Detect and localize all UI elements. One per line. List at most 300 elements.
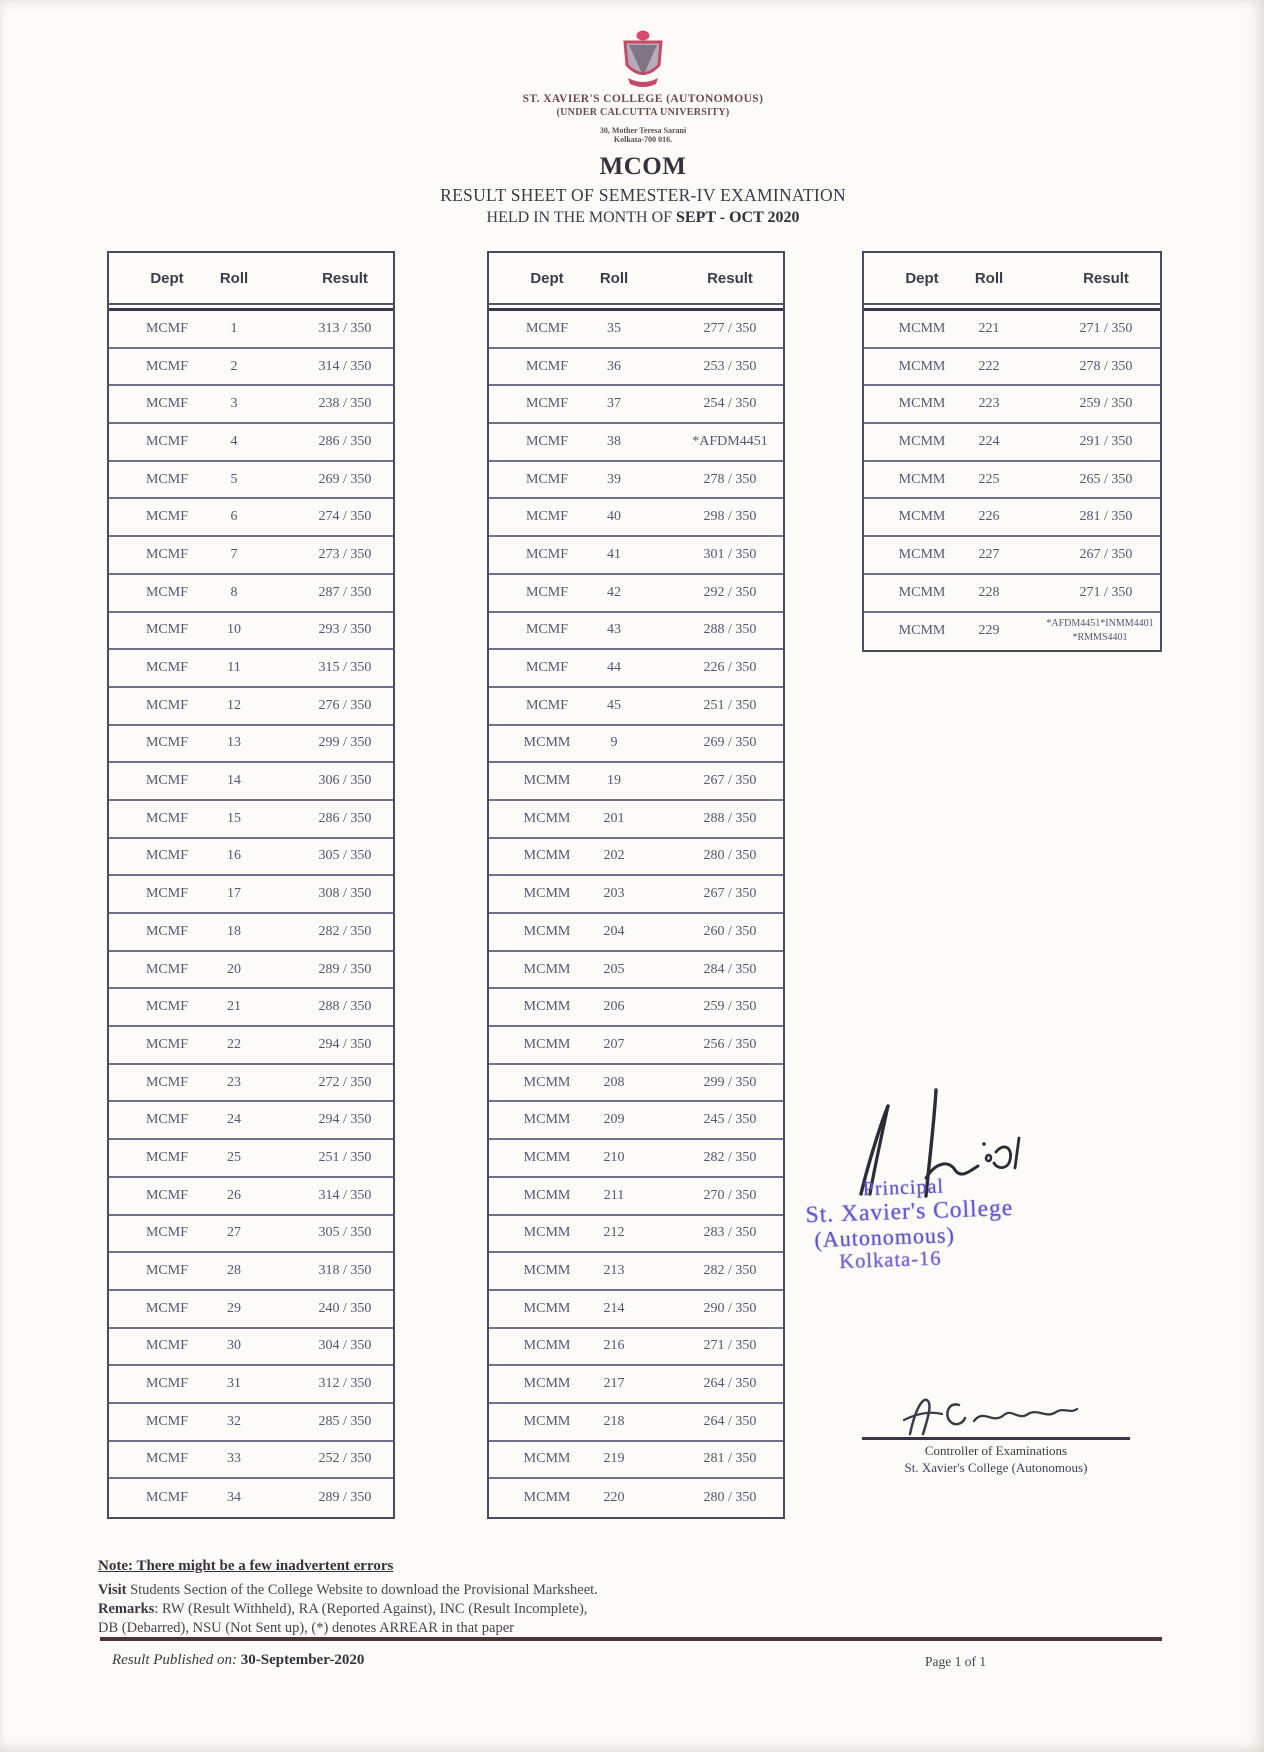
dept-cell: MCMF [525, 320, 569, 336]
remarks-text: : RW (Result Withheld), RA (Reported Against), INC (Result Incomplete), [154, 1601, 588, 1617]
result-cell: 259 / 350 [703, 999, 757, 1015]
dept-cell: MCMF [525, 622, 569, 638]
table-row [864, 424, 1160, 462]
table-row [864, 537, 1160, 575]
dept-cell: MCMF [525, 584, 569, 600]
roll-cell: 222 [978, 358, 1000, 374]
table-row [864, 575, 1160, 613]
result-cell: 299 / 350 [318, 735, 372, 751]
table-row [489, 575, 783, 613]
roll-cell: 14 [227, 773, 241, 789]
stamp-principal: Principal [862, 1175, 945, 1201]
result-cell: 314 / 350 [318, 1187, 372, 1203]
result-cell: 270 / 350 [703, 1187, 757, 1203]
roll-cell: 4 [230, 433, 238, 449]
published-line [112, 1652, 364, 1669]
table-row [864, 386, 1160, 424]
table-row [109, 763, 393, 801]
result-cell: 252 / 350 [318, 1451, 372, 1467]
table-row [109, 1102, 393, 1140]
result-cell: 305 / 350 [318, 848, 372, 864]
result-cell: 272 / 350 [318, 1074, 372, 1090]
table-row [109, 839, 393, 877]
held-line [0, 209, 1264, 227]
table-row [109, 876, 393, 914]
dept-cell: MCMM [523, 1338, 571, 1354]
dept-cell: MCMF [145, 923, 189, 939]
col-header-result: Result [1083, 269, 1129, 287]
result-cell: 281 / 350 [703, 1451, 757, 1467]
dept-cell: MCMM [523, 1263, 571, 1279]
col-header-dept: Dept [530, 269, 564, 287]
table-row [109, 1404, 393, 1442]
dept-cell: MCMF [145, 1112, 189, 1128]
table-row [109, 914, 393, 952]
table-row [489, 1178, 783, 1216]
roll-cell: 39 [607, 471, 621, 487]
roll-cell: 208 [603, 1074, 625, 1090]
table-row [489, 1102, 783, 1140]
table-row [109, 613, 393, 651]
dept-cell: MCMF [145, 509, 189, 525]
result-cell: 283 / 350 [703, 1225, 757, 1241]
address-line-2: Kolkata-700 016. [613, 135, 673, 144]
roll-cell: 225 [978, 471, 1000, 487]
roll-cell: 218 [603, 1413, 625, 1429]
table-row [109, 1027, 393, 1065]
published-label: Result Published on: [112, 1652, 237, 1668]
roll-cell: 12 [227, 697, 241, 713]
remarks-line-1 [98, 1601, 587, 1618]
table-row [489, 499, 783, 537]
dept-cell: MCMM [898, 509, 946, 525]
table-row [489, 1404, 783, 1442]
dept-cell: MCMM [523, 999, 571, 1015]
dept-cell: MCMM [523, 735, 571, 751]
roll-cell: 18 [227, 923, 241, 939]
dept-cell: MCMM [523, 1300, 571, 1316]
roll-cell: 209 [603, 1112, 625, 1128]
dept-cell: MCMF [145, 1413, 189, 1429]
result-cell: 304 / 350 [318, 1338, 372, 1354]
dept-cell: MCMF [145, 961, 189, 977]
roll-cell: 25 [227, 1149, 241, 1165]
roll-cell: 44 [607, 660, 621, 676]
table-row [489, 1253, 783, 1291]
result-cell: 253 / 350 [703, 358, 757, 374]
result-table-2 [487, 251, 785, 1519]
table-row [109, 424, 393, 462]
result-cell: 289 / 350 [318, 1490, 372, 1506]
crest-icon [620, 30, 666, 88]
dept-cell: MCMF [145, 735, 189, 751]
roll-cell: 207 [603, 1036, 625, 1052]
roll-cell: 7 [230, 546, 238, 562]
college-name: ST. XAVIER'S COLLEGE (AUTONOMOUS) [522, 93, 764, 105]
roll-cell: 24 [227, 1112, 241, 1128]
footer-rule [100, 1637, 1162, 1641]
controller-signature [896, 1390, 1086, 1443]
result-cell: 288 / 350 [318, 999, 372, 1015]
roll-cell: 28 [227, 1263, 241, 1279]
result-cell: 278 / 350 [703, 471, 757, 487]
dept-cell: MCMF [145, 697, 189, 713]
result-cell: 306 / 350 [318, 773, 372, 789]
roll-cell: 23 [227, 1074, 241, 1090]
result-cell: 293 / 350 [318, 622, 372, 638]
dept-cell: MCMF [145, 886, 189, 902]
table-header-row [489, 253, 783, 305]
dept-cell: MCMF [525, 396, 569, 412]
dept-cell: MCMM [523, 1490, 571, 1506]
dept-cell: MCMF [145, 999, 189, 1015]
roll-cell: 203 [603, 886, 625, 902]
held-period: SEPT - OCT 2020 [676, 209, 800, 226]
result-cell: 259 / 350 [1079, 396, 1133, 412]
dept-cell: MCMM [523, 1149, 571, 1165]
roll-cell: 228 [978, 584, 1000, 600]
table-row [489, 726, 783, 764]
roll-cell: 216 [603, 1338, 625, 1354]
result-cell: 284 / 350 [703, 961, 757, 977]
table-row [864, 311, 1160, 349]
remarks-label: Remarks [98, 1601, 155, 1617]
dept-cell: MCMF [145, 320, 189, 336]
dept-cell: MCMF [145, 1451, 189, 1467]
held-prefix: HELD IN THE MONTH OF [486, 209, 673, 226]
table-row [109, 1329, 393, 1367]
dept-cell: MCMF [145, 471, 189, 487]
dept-cell: MCMM [898, 546, 946, 562]
dept-cell: MCMF [525, 433, 569, 449]
table-header-row [109, 253, 393, 305]
dept-cell: MCMF [525, 660, 569, 676]
dept-cell: MCMM [523, 1074, 571, 1090]
result-cell: 318 / 350 [318, 1263, 372, 1279]
roll-cell: 217 [603, 1376, 625, 1392]
roll-cell: 214 [603, 1300, 625, 1316]
roll-cell: 43 [607, 622, 621, 638]
table-row [489, 424, 783, 462]
roll-cell: 36 [607, 358, 621, 374]
dept-cell: MCMF [145, 1149, 189, 1165]
table-row [109, 311, 393, 349]
roll-cell: 31 [227, 1376, 241, 1392]
table-row [864, 349, 1160, 387]
sheet-title: RESULT SHEET OF SEMESTER-IV EXAMINATION [440, 185, 846, 205]
table-row [109, 1065, 393, 1103]
roll-cell: 2 [230, 358, 238, 374]
dept-cell: MCMM [898, 396, 946, 412]
table-row [109, 801, 393, 839]
table-row [109, 499, 393, 537]
result-cell: 271 / 350 [1079, 320, 1133, 336]
result-cell: 269 / 350 [318, 471, 372, 487]
dept-cell: MCMM [523, 773, 571, 789]
visit-label: Visit [98, 1582, 127, 1598]
college-crest-logo [0, 30, 1264, 93]
dept-cell: MCMF [145, 773, 189, 789]
dept-cell: MCMF [145, 1376, 189, 1392]
table-row [489, 1027, 783, 1065]
dept-cell: MCMM [523, 1036, 571, 1052]
roll-cell: 38 [607, 433, 621, 449]
dept-cell: MCMF [145, 1187, 189, 1203]
result-cell: 299 / 350 [703, 1074, 757, 1090]
col-header-roll: Roll [599, 269, 629, 287]
roll-cell: 204 [603, 923, 625, 939]
dept-cell: MCMM [523, 848, 571, 864]
roll-cell: 211 [603, 1187, 625, 1203]
result-cell: 305 / 350 [318, 1225, 372, 1241]
dept-cell: MCMM [523, 810, 571, 826]
controller-org: St. Xavier's College (Autonomous) [904, 1460, 1088, 1475]
roll-cell: 16 [227, 848, 241, 864]
dept-cell: MCMF [145, 810, 189, 826]
result-cell: 282 / 350 [318, 923, 372, 939]
roll-cell: 10 [227, 622, 241, 638]
page-number: Page 1 of 1 [925, 1654, 987, 1669]
table-header-row [864, 253, 1160, 305]
result-cell: 294 / 350 [318, 1036, 372, 1052]
result-cell: 226 / 350 [703, 660, 757, 676]
table-row [109, 349, 393, 387]
roll-cell: 5 [230, 471, 238, 487]
roll-cell: 29 [227, 1300, 241, 1316]
roll-cell: 8 [230, 584, 238, 600]
dept-cell: MCMM [523, 1187, 571, 1203]
dept-cell: MCMF [145, 358, 189, 374]
dept-cell: MCMF [525, 358, 569, 374]
dept-cell: MCMF [145, 584, 189, 600]
dept-cell: MCMF [145, 622, 189, 638]
dept-cell: MCMM [523, 886, 571, 902]
table-row [489, 613, 783, 651]
dept-cell: MCMM [523, 923, 571, 939]
roll-cell: 6 [230, 509, 238, 525]
result-cell: *AFDM4451*INMM4401*RMMS4401 [1046, 617, 1154, 644]
result-cell: 278 / 350 [1079, 358, 1133, 374]
result-cell: 298 / 350 [703, 509, 757, 525]
dept-cell: MCMM [898, 320, 946, 336]
roll-cell: 210 [603, 1149, 625, 1165]
result-cell: 291 / 350 [1079, 433, 1133, 449]
table-body [489, 308, 783, 1517]
visit-text: Students Section of the College Website to download the Provisional Marksheet. [126, 1582, 598, 1598]
roll-cell: 1 [230, 320, 238, 336]
roll-cell: 212 [603, 1225, 625, 1241]
note-line: Note: There might be a few inadvertent errors [98, 1558, 394, 1574]
col-header-result: Result [322, 269, 368, 287]
result-cell: 238 / 350 [318, 396, 372, 412]
table-row [489, 801, 783, 839]
roll-cell: 3 [230, 396, 238, 412]
dept-cell: MCMM [898, 471, 946, 487]
dept-cell: MCMF [145, 660, 189, 676]
roll-cell: 9 [610, 735, 618, 751]
result-cell: 288 / 350 [703, 810, 757, 826]
table-row [109, 1479, 393, 1517]
table-row [489, 311, 783, 349]
roll-cell: 30 [227, 1338, 241, 1354]
table-row [489, 1065, 783, 1103]
roll-cell: 223 [978, 396, 1000, 412]
roll-cell: 220 [603, 1490, 625, 1506]
table-row [109, 952, 393, 990]
result-cell: 267 / 350 [703, 886, 757, 902]
result-cell: 292 / 350 [703, 584, 757, 600]
result-cell: 288 / 350 [703, 622, 757, 638]
roll-cell: 17 [227, 886, 241, 902]
result-cell: 267 / 350 [703, 773, 757, 789]
result-cell: 313 / 350 [318, 320, 372, 336]
roll-cell: 37 [607, 396, 621, 412]
result-cell: 315 / 350 [318, 660, 372, 676]
dept-cell: MCMM [523, 1413, 571, 1429]
result-table-3 [862, 251, 1162, 652]
result-cell: 286 / 350 [318, 810, 372, 826]
table-row [489, 1479, 783, 1517]
result-cell: 271 / 350 [703, 1338, 757, 1354]
result-cell: 271 / 350 [1079, 584, 1133, 600]
published-date: 30-September-2020 [240, 1652, 365, 1668]
roll-cell: 221 [978, 320, 1000, 336]
roll-cell: 21 [227, 999, 241, 1015]
stamp-kolkata: Kolkata-16 [838, 1247, 942, 1273]
dept-cell: MCMM [523, 1451, 571, 1467]
roll-cell: 42 [607, 584, 621, 600]
table-row [109, 1291, 393, 1329]
dept-cell: MCMF [145, 396, 189, 412]
roll-cell: 226 [978, 509, 1000, 525]
roll-cell: 32 [227, 1413, 241, 1429]
roll-cell: 213 [603, 1263, 625, 1279]
table-row [109, 386, 393, 424]
dept-cell: MCMM [523, 1376, 571, 1392]
col-header-roll: Roll [974, 269, 1004, 287]
col-header-dept: Dept [150, 269, 184, 287]
table-row [489, 1366, 783, 1404]
table-row [864, 462, 1160, 500]
university-line: (UNDER CALCUTTA UNIVERSITY) [556, 107, 730, 118]
signature-icon [896, 1390, 1086, 1438]
principal-stamp [790, 1170, 1123, 1274]
table-row [864, 499, 1160, 537]
table-row [109, 575, 393, 613]
dept-cell: MCMF [145, 546, 189, 562]
result-cell: 264 / 350 [703, 1376, 757, 1392]
result-cell: 312 / 350 [318, 1376, 372, 1392]
table-row [489, 876, 783, 914]
table-body [109, 308, 393, 1517]
result-cell: 251 / 350 [318, 1149, 372, 1165]
roll-cell: 227 [978, 546, 1000, 562]
dept-cell: MCMM [898, 358, 946, 374]
roll-cell: 33 [227, 1451, 241, 1467]
table-row [489, 1216, 783, 1254]
roll-cell: 201 [603, 810, 625, 826]
dept-cell: MCMM [898, 623, 946, 639]
table-row [489, 386, 783, 424]
table-row [109, 537, 393, 575]
table-row [489, 952, 783, 990]
result-cell: 256 / 350 [703, 1036, 757, 1052]
stamp-college: St. Xavier's College [805, 1194, 1014, 1228]
result-cell: 276 / 350 [318, 697, 372, 713]
dept-cell: MCMM [523, 961, 571, 977]
table-row [109, 989, 393, 1027]
table-row [109, 1140, 393, 1178]
result-cell: 280 / 350 [703, 1490, 757, 1506]
table-row [109, 1216, 393, 1254]
result-cell: 267 / 350 [1079, 546, 1133, 562]
table-row [489, 1329, 783, 1367]
result-cell: 277 / 350 [703, 320, 757, 336]
table-row [109, 462, 393, 500]
table-row [489, 537, 783, 575]
result-cell: 285 / 350 [318, 1413, 372, 1429]
result-cell: 286 / 350 [318, 433, 372, 449]
dept-cell: MCMF [525, 546, 569, 562]
table-row [109, 1366, 393, 1404]
roll-cell: 205 [603, 961, 625, 977]
result-cell: 264 / 350 [703, 1413, 757, 1429]
roll-cell: 224 [978, 433, 1000, 449]
result-cell: 281 / 350 [1079, 509, 1133, 525]
roll-cell: 45 [607, 697, 621, 713]
dept-cell: MCMM [898, 433, 946, 449]
roll-cell: 15 [227, 810, 241, 826]
result-cell: 245 / 350 [703, 1112, 757, 1128]
roll-cell: 40 [607, 509, 621, 525]
roll-cell: 35 [607, 320, 621, 336]
table-row [109, 688, 393, 726]
dept-cell: MCMF [145, 1225, 189, 1241]
result-cell: 290 / 350 [703, 1300, 757, 1316]
table-row [489, 914, 783, 952]
roll-cell: 22 [227, 1036, 241, 1052]
table-row [489, 349, 783, 387]
table-row [109, 726, 393, 764]
remarks-line-2: DB (Debarred), NSU (Not Sent up), (*) denotes ARREAR in that paper [98, 1620, 514, 1636]
address-line-1: 30, Mother Teresa Sarani [599, 126, 687, 135]
roll-cell: 11 [227, 660, 241, 676]
visit-line [98, 1582, 598, 1599]
result-cell: 265 / 350 [1079, 471, 1133, 487]
roll-cell: 202 [603, 848, 625, 864]
result-cell: 273 / 350 [318, 546, 372, 562]
dept-cell: MCMM [523, 1112, 571, 1128]
table-body [864, 308, 1160, 650]
table-row [489, 1140, 783, 1178]
dept-cell: MCMF [525, 471, 569, 487]
result-cell: 240 / 350 [318, 1300, 372, 1316]
col-header-dept: Dept [905, 269, 939, 287]
dept-cell: MCMF [145, 1263, 189, 1279]
result-cell: 280 / 350 [703, 848, 757, 864]
result-cell: 254 / 350 [703, 396, 757, 412]
dept-cell: MCMF [145, 848, 189, 864]
table-row [489, 839, 783, 877]
table-row [489, 650, 783, 688]
table-row [864, 613, 1160, 651]
dept-cell: MCMF [145, 1074, 189, 1090]
result-cell: 294 / 350 [318, 1112, 372, 1128]
table-row [489, 989, 783, 1027]
result-cell: 282 / 350 [703, 1149, 757, 1165]
dept-cell: MCMF [145, 1300, 189, 1316]
result-cell: 314 / 350 [318, 358, 372, 374]
